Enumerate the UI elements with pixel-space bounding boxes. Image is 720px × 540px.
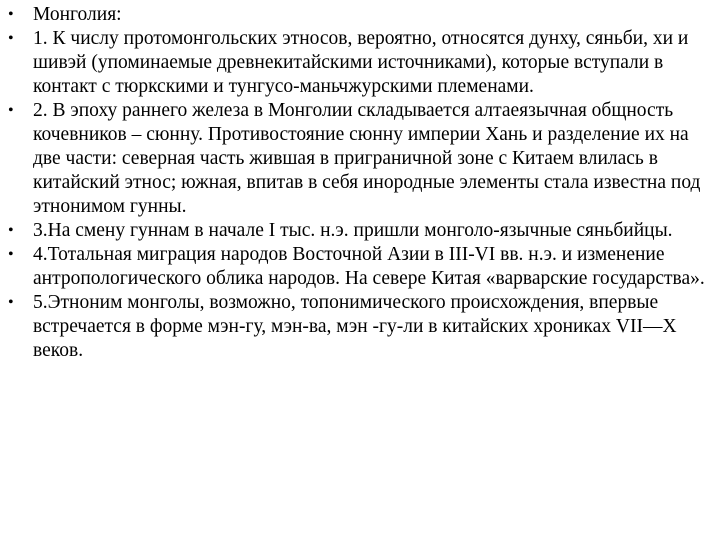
bullet-text: 1. К числу протомонгольских этносов, вероятно, относятся дунху, сяньби, хи и шивэй (упоминаемые древнекитайскими источниками), которые вступали в контакт с тюркскими и тунгусо-маньчжурскими племенами. [33, 28, 689, 97]
bullet-text: 2. В эпоху раннего железа в Монголии складывается алтаеязычная общность кочевников – сюнну. Противостояние сюнну империи Хань и разделение их на две части: северная часть жившая в приграничной зоне с Китаем влилась в китайский этнос; южная, впитав в себя инородные элементы стала известна под этнонимом гунны. [33, 100, 701, 217]
bullet-dot-icon: • [8, 102, 14, 119]
bullet-text: 3.На смену гуннам в начале I тыс. н.э. пришли монголо-язычные сяньбийцы. [33, 220, 673, 241]
bullet-text: Монголия: [33, 4, 122, 25]
bullet-dot-icon: • [8, 246, 14, 263]
bullet-list [8, 3, 714, 363]
bullet-item-2 [8, 99, 714, 219]
bullet-item-5 [8, 291, 714, 363]
bullet-dot-icon: • [8, 6, 14, 23]
bullet-item-3 [8, 219, 714, 243]
bullet-dot-icon: • [8, 30, 14, 47]
bullet-item-title [8, 3, 714, 27]
bullet-dot-icon: • [8, 222, 14, 239]
bullet-text: 4.Тотальная миграция народов Восточной Азии в III-VI вв. н.э. и изменение антропологического облика народов. На севере Китая «варварские государства». [33, 244, 705, 289]
bullet-text: 5.Этноним монголы, возможно, топонимического происхождения, впервые встречается в форме мэн-гу, мэн-ва, мэн -гу-ли в китайских хрониках VII—X веков. [33, 292, 677, 361]
bullet-item-4 [8, 243, 714, 291]
bullet-dot-icon: • [8, 294, 14, 311]
bullet-item-1 [8, 27, 714, 99]
